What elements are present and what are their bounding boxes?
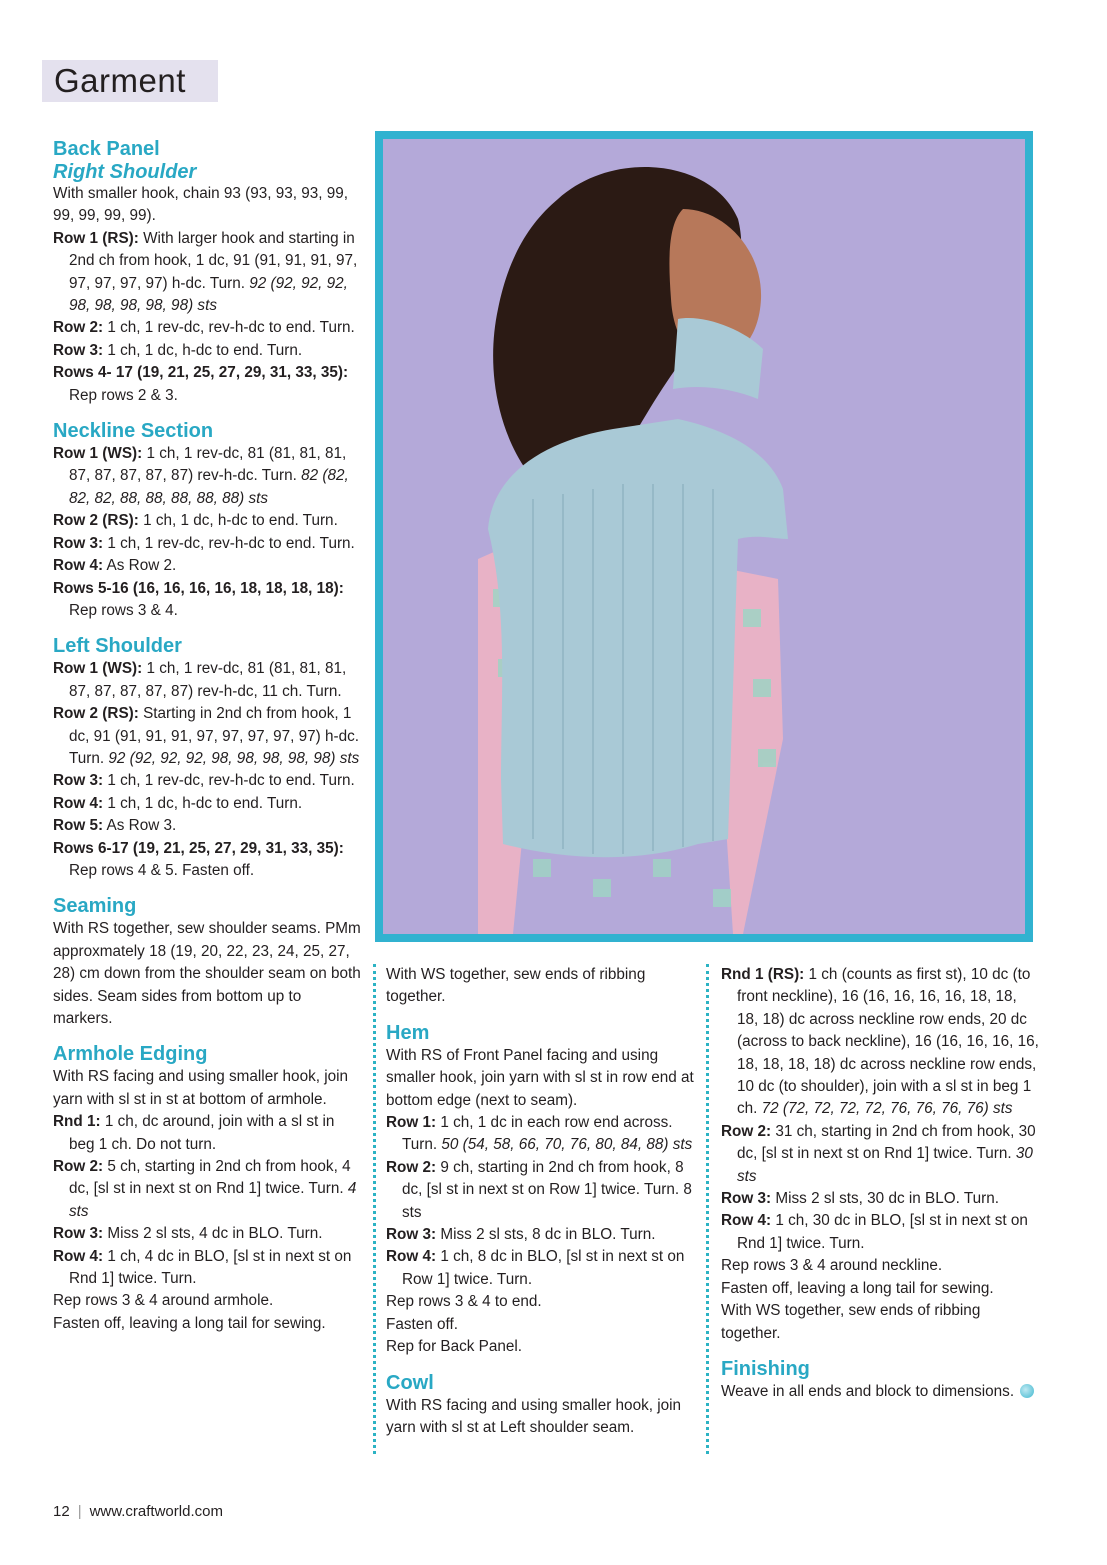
instruction-text: With smaller hook, chain 93 (93, 93, 93, 99, 99, 99, 99, 99).	[53, 185, 349, 225]
instruction-text: 1 ch, 4 dc in BLO, [sl st in next st on Rnd 1] twice. Turn.	[69, 1247, 352, 1288]
instruction-text: With RS of Front Panel facing and using smaller hook, join yarn with sl st in row end at bottom edge (next to seam).	[386, 1046, 694, 1109]
instruction-line	[721, 1121, 1041, 1188]
instruction-line	[53, 1223, 363, 1245]
section-heading: Armhole Edging	[53, 1043, 208, 1066]
page-footer	[53, 1503, 223, 1520]
row-label: Row 3:	[53, 772, 104, 790]
instruction-line	[721, 1300, 1041, 1345]
instruction-text: 1 ch, 1 rev-dc, 81 (81, 81, 81, 87, 87, 87, 87, 87) rev-h-dc. Turn.	[69, 445, 347, 485]
instruction-line	[53, 658, 363, 703]
instruction-text: Fasten off, leaving a long tail for sewing.	[53, 1314, 326, 1332]
instruction-text: 1 ch, 1 rev-dc, rev-h-dc to end. Turn.	[103, 772, 355, 790]
section	[53, 419, 363, 622]
instruction-text: Starting in 2nd ch from hook, 1 dc, 91 (91, 91, 91, 97, 97, 97, 97, 97) h-dc. Turn.	[69, 705, 359, 767]
section-heading: Seaming	[53, 895, 137, 918]
section	[386, 1371, 696, 1440]
instruction-line	[386, 1246, 696, 1291]
section	[386, 964, 696, 1009]
instruction-text: Miss 2 sl sts, 8 dc in BLO. Turn.	[436, 1226, 656, 1244]
instruction-text: Miss 2 sl sts, 30 dc in BLO. Turn.	[771, 1190, 999, 1208]
instruction-text: As Row 3.	[103, 817, 177, 835]
section-heading: Left Shoulder	[53, 635, 182, 658]
instruction-text: 1 ch, 1 rev-dc, 81 (81, 81, 81, 87, 87, 87, 87, 87) rev-h-dc, 11 ch. Turn.	[69, 660, 347, 700]
instruction-line	[53, 1066, 363, 1111]
footer-website-link[interactable]: www.craftworld.com	[89, 1503, 223, 1520]
instruction-line	[53, 703, 363, 770]
instruction-line	[53, 770, 363, 792]
section-heading: Finishing	[721, 1357, 810, 1380]
instruction-line	[721, 1255, 1041, 1277]
photo	[383, 139, 1025, 934]
instruction-text: Fasten off, leaving a long tail for sewing.	[721, 1279, 994, 1297]
instruction-line	[386, 1112, 696, 1157]
instruction-text: 1 ch, dc around, join with a sl st in beg 1 ch. Do not turn.	[69, 1113, 335, 1153]
instruction-line	[53, 340, 363, 362]
instruction-line	[386, 1157, 696, 1224]
stitch-count: 4 sts	[69, 1180, 357, 1220]
row-label: Row 2 (RS):	[53, 512, 139, 530]
section	[721, 1357, 1041, 1403]
instruction-line	[53, 815, 363, 837]
instruction-line	[386, 1314, 696, 1336]
instruction-text: Fasten off.	[386, 1315, 458, 1333]
instruction-line	[721, 1210, 1041, 1255]
row-label: Row 3:	[721, 1190, 772, 1208]
yarn-ball-icon	[1020, 1384, 1034, 1398]
section	[53, 634, 363, 882]
text-column-3	[721, 964, 1041, 1403]
instruction-text: 1 ch (counts as first st), 10 dc (to front neckline), 16 (16, 16, 16, 16, 18, 18, 18, 18) dc across neckline row ends, 20 dc (across to back neckline), 16 (16, 16, 16, 16, 18, 18, 18, 18) dc across neckline row ends, 10 dc (to shoulder), join with a sl st in beg 1 ch.	[737, 966, 1039, 1118]
instruction-text: 9 ch, starting in 2nd ch from hook, 8 dc, [sl st in next st on Row 1] twice. Turn. 8 sts	[402, 1158, 692, 1221]
instruction-text: 1 ch, 30 dc in BLO, [sl st in next st on Rnd 1] twice. Turn.	[737, 1212, 1028, 1252]
column-divider-1	[373, 964, 376, 1454]
stitch-count: 92 (92, 92, 92, 98, 98, 98, 98, 98) sts	[69, 274, 348, 315]
stitch-count: 50 (54, 58, 66, 70, 76, 80, 84, 88) sts	[441, 1136, 693, 1154]
instruction-line	[53, 1111, 363, 1156]
row-label: Row 2:	[53, 319, 104, 337]
instruction-line	[386, 1224, 696, 1246]
row-label: Row 2:	[386, 1158, 437, 1176]
instruction-text: Rep rows 3 & 4 around armhole.	[53, 1292, 274, 1310]
stitch-count: 92 (92, 92, 92, 98, 98, 98, 98, 98) sts	[108, 749, 360, 767]
row-label: Rows 6-17 (19, 21, 25, 27, 29, 31, 33, 35):	[53, 839, 344, 857]
instruction-line	[53, 228, 363, 318]
stitch-count: 30 sts	[737, 1145, 1033, 1185]
instruction-text: Weave in all ends and block to dimensions.	[721, 1382, 1015, 1400]
row-label: Rows 5-16 (16, 16, 16, 16, 18, 18, 18, 18):	[53, 579, 344, 597]
instruction-text: 1 ch, 8 dc in BLO, [sl st in next st on Row 1] twice. Turn.	[402, 1248, 685, 1288]
instruction-text: With larger hook and starting in 2nd ch from hook, 1 dc, 91 (91, 91, 91, 97, 97, 97, 97, 97) h-dc. Turn.	[69, 229, 358, 292]
instruction-line	[386, 1395, 696, 1440]
section	[53, 894, 363, 1030]
row-label: Row 4:	[53, 1247, 104, 1265]
instruction-line	[53, 918, 363, 1030]
row-label: Row 1:	[386, 1114, 437, 1132]
instruction-line	[721, 1278, 1041, 1300]
section-subheading: Right Shoulder	[53, 161, 197, 183]
instruction-text: With WS together, sew ends of ribbing together.	[386, 966, 646, 1006]
instruction-text: With RS facing and using smaller hook, join yarn with sl st in st at bottom of armhole.	[53, 1068, 349, 1108]
instruction-line	[53, 510, 363, 532]
instruction-line	[53, 362, 363, 407]
section	[53, 1042, 363, 1335]
instruction-line	[53, 793, 363, 815]
instruction-line	[386, 964, 696, 1009]
text-column-2	[386, 964, 696, 1439]
row-label: Row 1 (WS):	[53, 660, 143, 678]
instruction-text: Rep rows 4 & 5. Fasten off.	[69, 861, 255, 879]
model-photo-icon	[383, 139, 1025, 934]
row-label: Row 4:	[721, 1212, 772, 1230]
instruction-line	[53, 317, 363, 339]
photo-frame	[375, 131, 1033, 942]
instruction-text: 1 ch, 1 rev-dc, rev-h-dc to end. Turn.	[103, 319, 355, 337]
row-label: Row 3:	[53, 341, 104, 359]
instruction-text: 1 ch, 1 dc, h-dc to end. Turn.	[103, 341, 303, 359]
instruction-text: 1 ch, 1 dc in each row end across. Turn.	[402, 1114, 673, 1154]
section-heading: Back Panel	[53, 138, 160, 160]
page-number: 12	[53, 1503, 70, 1520]
instruction-text: 1 ch, 1 rev-dc, rev-h-dc to end. Turn.	[103, 534, 355, 552]
instruction-line	[386, 1045, 696, 1112]
row-label: Row 3:	[386, 1226, 437, 1244]
instruction-line	[721, 1188, 1041, 1210]
instruction-line	[53, 578, 363, 623]
row-label: Rnd 1 (RS):	[721, 966, 805, 983]
instruction-text: Rep rows 3 & 4.	[69, 601, 178, 619]
instruction-line	[386, 1336, 696, 1358]
instruction-text: 1 ch, 1 dc, h-dc to end. Turn.	[138, 512, 338, 530]
instruction-text: Rep rows 3 & 4 to end.	[386, 1293, 542, 1311]
instruction-line	[53, 443, 363, 510]
stitch-count: 72 (72, 72, 72, 72, 76, 76, 76, 76) sts	[761, 1100, 1013, 1118]
row-label: Row 3:	[53, 534, 104, 552]
stitch-count: 82 (82, 82, 82, 88, 88, 88, 88, 88) sts	[69, 467, 349, 507]
instruction-line	[53, 183, 363, 228]
section-heading: Cowl	[386, 1371, 434, 1394]
instruction-line	[53, 533, 363, 555]
row-label: Row 2:	[721, 1122, 772, 1140]
row-label: Row 2:	[53, 1158, 104, 1176]
instruction-text: Miss 2 sl sts, 4 dc in BLO. Turn.	[103, 1225, 323, 1243]
instruction-text: 31 ch, starting in 2nd ch from hook, 30 dc, [sl st in next st on Rnd 1] twice. Turn.	[737, 1122, 1036, 1163]
text-column-1	[53, 137, 363, 1335]
instruction-line	[386, 1291, 696, 1313]
section	[53, 137, 363, 407]
instruction-text: Rep rows 3 & 4 around neckline.	[721, 1257, 943, 1275]
section-heading: Hem	[386, 1021, 430, 1044]
instruction-line	[53, 1156, 363, 1223]
instruction-text: With RS together, sew shoulder seams. PMm approxmately 18 (19, 20, 22, 23, 24, 25, 27, 28) cm down from the shoulder seam on both sides. Seam sides from bottom up to markers.	[53, 920, 361, 1027]
instruction-line	[721, 1381, 1041, 1403]
row-label: Row 5:	[53, 817, 104, 835]
section-title: Garment	[42, 60, 218, 102]
row-label: Rnd 1:	[53, 1113, 101, 1131]
instruction-line	[53, 1246, 363, 1291]
instruction-line	[53, 555, 363, 577]
instruction-text: Rep for Back Panel.	[386, 1338, 523, 1356]
row-label: Row 4:	[53, 557, 104, 575]
instruction-line	[53, 838, 363, 883]
instruction-text: As Row 2.	[103, 557, 177, 575]
instruction-text: 1 ch, 1 dc, h-dc to end. Turn.	[103, 794, 303, 812]
row-label: Row 4:	[386, 1248, 437, 1266]
footer-separator: |	[77, 1503, 82, 1520]
instruction-text: With RS facing and using smaller hook, join yarn with sl st at Left shoulder seam.	[386, 1396, 682, 1436]
instruction-line	[53, 1290, 363, 1312]
row-label: Rows 4- 17 (19, 21, 25, 27, 29, 31, 33, 35):	[53, 364, 349, 382]
row-label: Row 1 (RS):	[53, 229, 139, 247]
column-divider-2	[706, 964, 709, 1454]
section	[386, 1021, 696, 1359]
instruction-text: With WS together, sew ends of ribbing together.	[721, 1302, 981, 1342]
section	[721, 964, 1041, 1345]
row-label: Row 3:	[53, 1225, 104, 1243]
instruction-line	[721, 964, 1041, 1121]
instruction-text: 5 ch, starting in 2nd ch from hook, 4 dc, [sl st in next st on Rnd 1] twice. Turn.	[69, 1158, 351, 1198]
row-label: Row 4:	[53, 794, 104, 812]
row-label: Row 1 (WS):	[53, 445, 143, 463]
instruction-line	[53, 1313, 363, 1335]
section-heading: Neckline Section	[53, 420, 214, 443]
row-label: Row 2 (RS):	[53, 705, 139, 723]
instruction-text: Rep rows 2 & 3.	[69, 386, 178, 404]
